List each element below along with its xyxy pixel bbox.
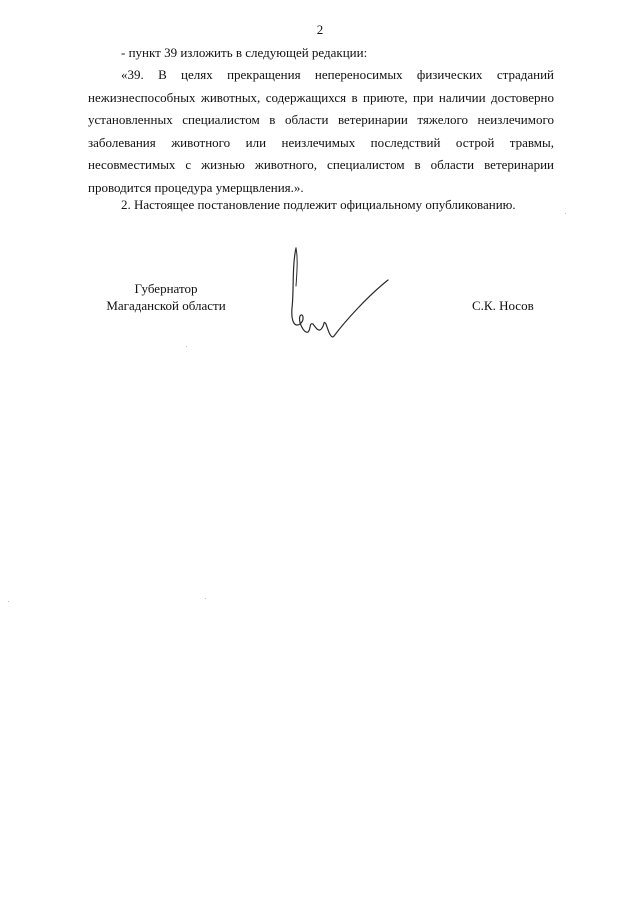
- page-number: 2: [316, 22, 324, 37]
- clause-2-paragraph: 2. Настоящее постановление подлежит официальному опубликованию.: [121, 197, 516, 212]
- scan-speck: [205, 598, 206, 599]
- clause-39-paragraph: «39. В целях прекращения непереносимых физических страданий нежизнеспособных животных, содержащихся в приюте, при наличии достоверно установленных специалистом в области ветеринарии тяжелого неизлечимого заболевания животного или неизлечимых последствий острой травмы, несовместимых с жизнью животного, специалистом в области ветеринарии проводится процедура умерщвления.».: [88, 67, 554, 195]
- scan-speck: [186, 346, 187, 347]
- scan-speck: [8, 601, 9, 602]
- signatory-title-line1: Губернатор: [134, 281, 198, 296]
- signatory-title-line2: Магаданской области: [106, 298, 226, 313]
- signatory-name: С.К. Носов: [472, 298, 534, 313]
- signatory-title: [86, 280, 246, 314]
- intro-paragraph: - пункт 39 изложить в следующей редакции:: [121, 45, 368, 60]
- scan-speck: [565, 213, 566, 214]
- handwritten-signature: [276, 236, 396, 356]
